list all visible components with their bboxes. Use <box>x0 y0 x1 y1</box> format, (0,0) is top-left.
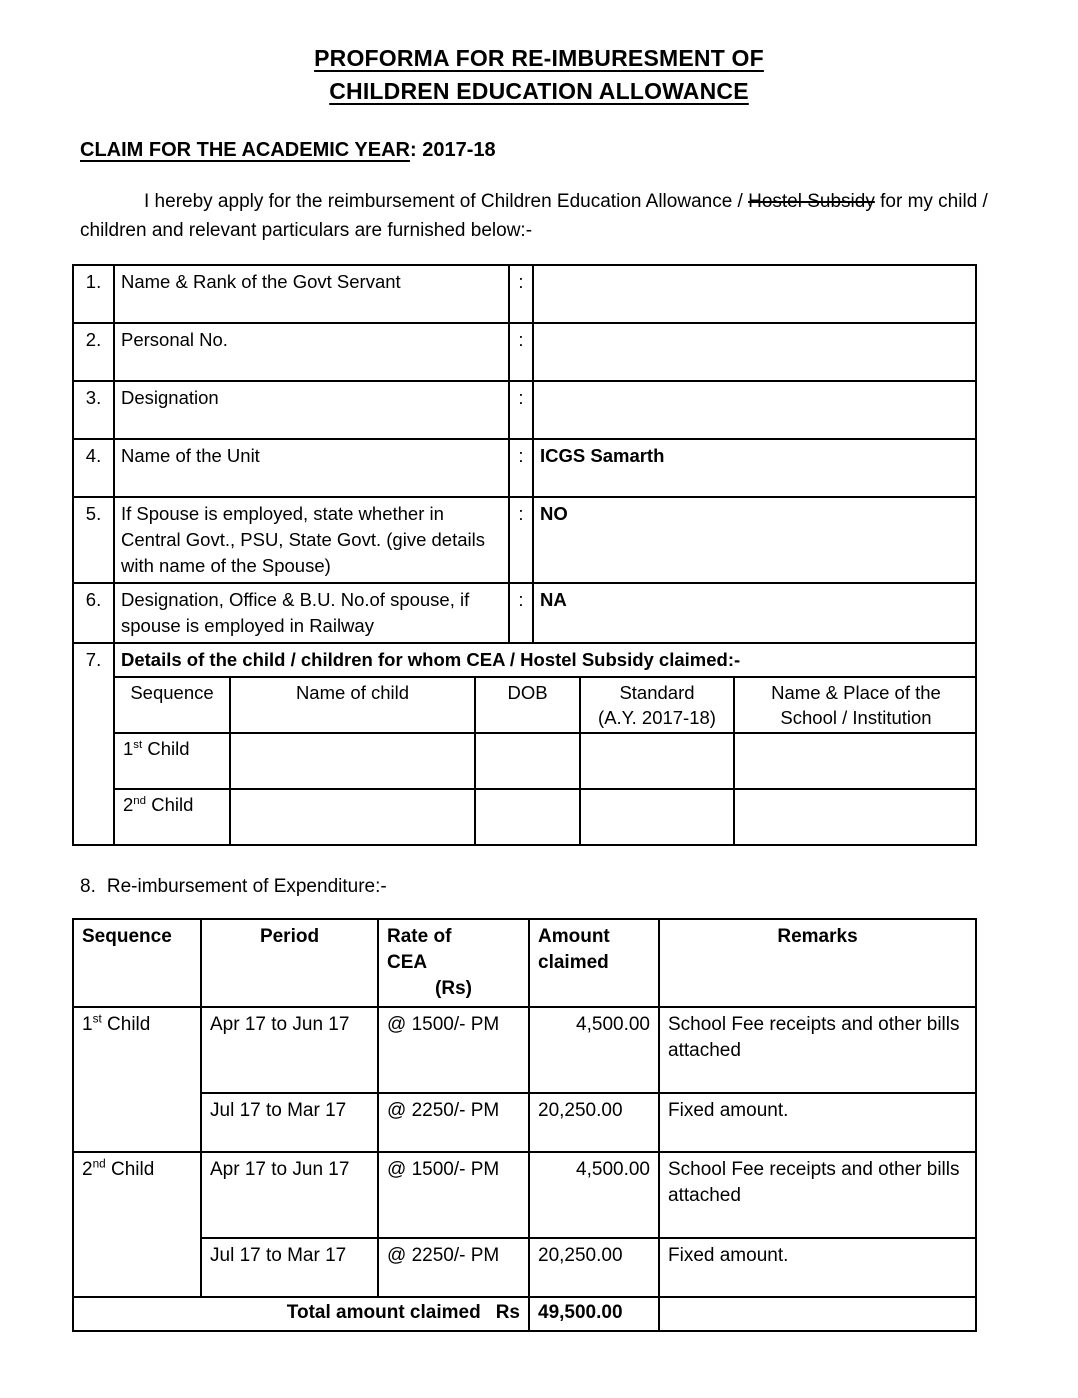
child-ordinal: 2nd Child <box>115 789 230 844</box>
expenditure-header-row <box>73 919 976 1007</box>
child-row-2 <box>115 789 977 844</box>
claim-heading-label: CLAIM FOR THE ACADEMIC YEAR <box>80 139 410 161</box>
row-label: Personal No. <box>114 323 509 381</box>
total-amount-cell: 49,500.00 <box>529 1297 659 1331</box>
child-name-cell <box>230 789 475 844</box>
child-details-title: Details of the child / children for whom CEA / Hostel Subsidy claimed:- <box>114 643 976 677</box>
child-dob-cell <box>475 789 580 844</box>
child-details-header-row <box>115 678 977 733</box>
period-cell: Apr 17 to Jun 17 <box>201 1152 378 1238</box>
row-value <box>533 265 976 323</box>
remarks-cell: School Fee receipts and other bills attached <box>659 1152 976 1238</box>
child-school-cell <box>734 733 977 789</box>
row-number: 2. <box>73 323 114 381</box>
row-number: 3. <box>73 381 114 439</box>
particulars-table <box>72 264 977 846</box>
header-rate: Rate of CEA (Rs) <box>378 919 529 1007</box>
row-label: Name of the Unit <box>114 439 509 497</box>
page-title-line1: PROFORMA FOR RE-IMBURESMENT OF <box>314 45 764 71</box>
row-value-spouse-employed: NO <box>533 497 976 583</box>
row-colon: : <box>509 323 533 381</box>
table-row-4 <box>73 439 976 497</box>
amount-cell: 20,250.00 <box>529 1238 659 1297</box>
total-remarks-cell <box>659 1297 976 1331</box>
table-row-5 <box>73 497 976 583</box>
table-row-1 <box>73 265 976 323</box>
rate-cell: @ 1500/- PM <box>378 1152 529 1238</box>
currency-label: Rs <box>495 1302 520 1323</box>
rate-cell: @ 1500/- PM <box>378 1007 529 1093</box>
row-label: Designation <box>114 381 509 439</box>
row-value-spouse-designation: NA <box>533 583 976 643</box>
header-name-of-child: Name of child <box>230 678 475 733</box>
rate-cell: @ 2250/- PM <box>378 1238 529 1297</box>
claim-heading <box>80 139 1078 162</box>
row-label: Designation, Office & B.U. No.of spouse, if spouse is employed in Railway <box>114 583 509 643</box>
period-cell: Jul 17 to Mar 17 <box>201 1093 378 1152</box>
amount-cell: 4,500.00 <box>529 1007 659 1093</box>
claim-heading-year: : 2017-18 <box>410 139 496 161</box>
child-standard-cell <box>580 733 734 789</box>
table-row-7 <box>73 643 976 677</box>
child-details-container-row <box>73 677 976 845</box>
remarks-cell: School Fee receipts and other bills attached <box>659 1007 976 1093</box>
struck-hostel-subsidy: Hostel Subsidy <box>748 191 875 212</box>
page-title <box>0 0 1078 108</box>
header-remarks: Remarks <box>659 919 976 1007</box>
page-title-line2: CHILDREN EDUCATION ALLOWANCE <box>329 78 749 104</box>
row-number: 1. <box>73 265 114 323</box>
row-value-unit-name: ICGS Samarth <box>533 439 976 497</box>
row-label: If Spouse is employed, state whether in Central Govt., PSU, State Govt. (give details with name of the Spouse) <box>114 497 509 583</box>
row-colon: : <box>509 381 533 439</box>
expenditure-total-row <box>73 1297 976 1331</box>
row-label: Name & Rank of the Govt Servant <box>114 265 509 323</box>
rate-cell: @ 2250/- PM <box>378 1093 529 1152</box>
row-colon: : <box>509 439 533 497</box>
section-8-heading <box>80 876 1078 898</box>
total-label: Total amount claimed Rs <box>73 1297 529 1331</box>
child-ordinal: 1st Child <box>115 733 230 789</box>
table-row-3 <box>73 381 976 439</box>
expenditure-row <box>73 1007 976 1093</box>
table-row-2 <box>73 323 976 381</box>
row-number: 7. <box>73 643 114 845</box>
amount-cell: 20,250.00 <box>529 1093 659 1152</box>
header-standard: Standard (A.Y. 2017-18) <box>580 678 734 733</box>
section-8-title: Re-imbursement of Expenditure:- <box>106 876 387 897</box>
header-amount: Amount claimed <box>529 919 659 1007</box>
table-row-6 <box>73 583 976 643</box>
remarks-cell: Fixed amount. <box>659 1238 976 1297</box>
row-colon: : <box>509 265 533 323</box>
header-sequence: Sequence <box>115 678 230 733</box>
child-standard-cell <box>580 789 734 844</box>
header-sequence: Sequence <box>73 919 201 1007</box>
child-name-cell <box>230 733 475 789</box>
row-value <box>533 381 976 439</box>
expenditure-row <box>73 1093 976 1152</box>
child-dob-cell <box>475 733 580 789</box>
expenditure-table <box>72 918 977 1332</box>
remarks-cell: Fixed amount. <box>659 1093 976 1152</box>
expenditure-row <box>73 1152 976 1238</box>
row-colon: : <box>509 497 533 583</box>
child-row-1 <box>115 733 977 789</box>
period-cell: Apr 17 to Jun 17 <box>201 1007 378 1093</box>
child-school-cell <box>734 789 977 844</box>
period-cell: Jul 17 to Mar 17 <box>201 1238 378 1297</box>
intro-paragraph <box>80 187 1005 245</box>
row-number: 4. <box>73 439 114 497</box>
sequence-cell: 1st Child <box>73 1007 201 1152</box>
sequence-cell: 2nd Child <box>73 1152 201 1297</box>
header-dob: DOB <box>475 678 580 733</box>
child-details-table <box>115 678 977 844</box>
row-colon: : <box>509 583 533 643</box>
row-number: 5. <box>73 497 114 583</box>
expenditure-row <box>73 1238 976 1297</box>
intro-text-before: I hereby apply for the reimbursement of Children Education Allowance / <box>144 191 749 212</box>
row-value <box>533 323 976 381</box>
amount-cell: 4,500.00 <box>529 1152 659 1238</box>
intro-text-after: for my child / children and relevant particulars are furnished below:- <box>80 191 988 241</box>
header-period: Period <box>201 919 378 1007</box>
section-8-number: 8. <box>80 876 96 897</box>
header-school: Name & Place of the School / Institution <box>734 678 977 733</box>
row-number: 6. <box>73 583 114 643</box>
